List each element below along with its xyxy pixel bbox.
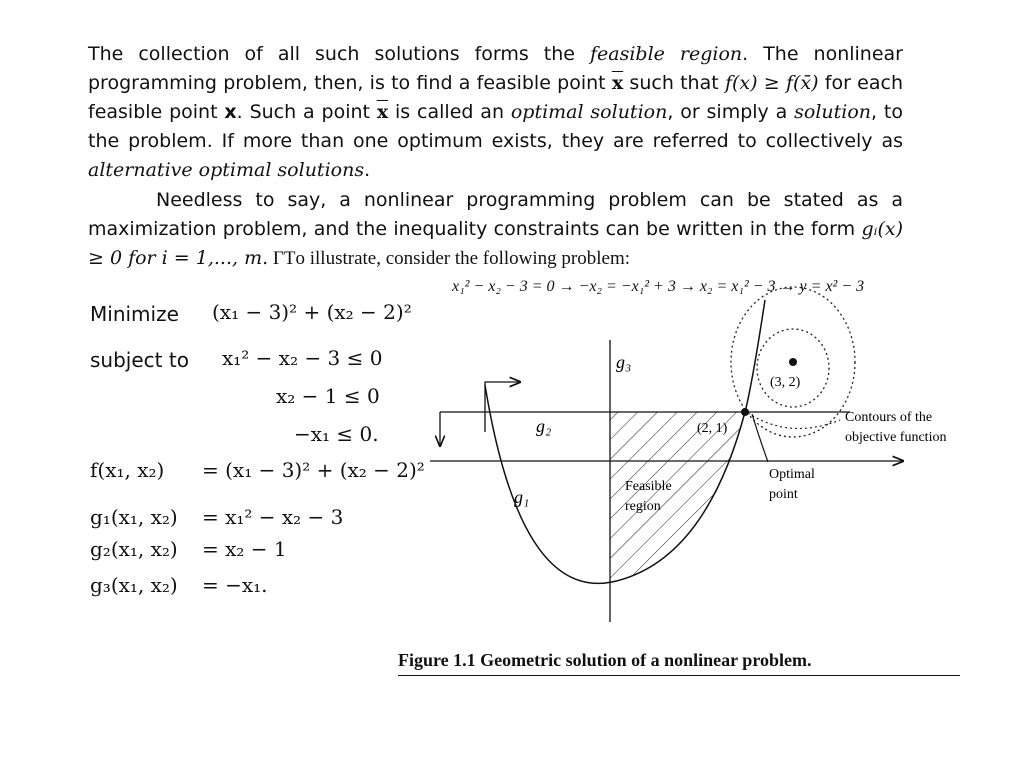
def-g2-rhs: = x₂ − 1 xyxy=(202,537,287,561)
constraint-g1: x₁² − x₂ − 3 ≤ 0 xyxy=(222,346,383,370)
def-g3-lhs: g₃(x₁, x₂) xyxy=(90,573,178,597)
feasible-region-hatch xyxy=(610,412,745,582)
def-g1-lhs: g₁(x₁, x₂) xyxy=(90,505,178,529)
objective-expression: (x₁ − 3)² + (x₂ − 2)² xyxy=(212,300,412,324)
optimal-label-1: Optimal xyxy=(769,467,815,482)
contours-label-1: Contours of the xyxy=(845,410,933,425)
optimal-pointer xyxy=(752,414,768,462)
constraint-g3: −x₁ ≤ 0. xyxy=(294,422,379,446)
def-g3-rhs: = −x₁. xyxy=(202,573,268,597)
figure-caption: Figure 1.1 Geometric solution of a nonlinear problem. xyxy=(398,650,960,676)
g1-direction-arrow xyxy=(485,382,520,432)
contours-label-2: objective function xyxy=(845,430,947,445)
center-label: (3, 2) xyxy=(770,375,801,390)
paragraph-feasible-region: The collection of all such solutions forms the feasible region. The nonlinear programming problem, then, is to find a feasible point $\overline{x}$ such that f(x) ≥ f(x̄) for each feasible point x. Such a point $\overline{x}$ is called an optimal solution, or simply a solution, to the problem. If more than one optimum exists, they are referred to collectively as alternative optimal solutions. xyxy=(88,43,904,181)
subject-to-label: subject to xyxy=(90,348,189,372)
minimize-label: Minimize xyxy=(90,302,179,326)
center-point xyxy=(789,358,797,366)
derivation-line: x₁² − x₂ − 3 = 0 → −x₂ = −x₁² + 3 → x₂ = x₁² − 3 → y = x² − 3 xyxy=(452,278,865,295)
contour-inner xyxy=(757,329,829,407)
def-f-lhs: f(x₁, x₂) xyxy=(90,458,165,482)
def-f-rhs: = (x₁ − 3)² + (x₂ − 2)² xyxy=(202,458,425,482)
optimum-label: (2, 1) xyxy=(697,421,728,436)
def-g2-lhs: g₂(x₁, x₂) xyxy=(90,537,178,561)
paragraph-maximization: Needless to say, a nonlinear programming problem can be stated as a maximization problem, and the inequality constraints can be written in the form gᵢ(x) ≥ 0 for i = 1,..., m. ГТo illustrate, consider the following problem: xyxy=(88,189,903,269)
optimal-point xyxy=(741,408,749,416)
g1-label: g₁ xyxy=(514,487,530,507)
feasible-label-1: Feasible xyxy=(625,479,672,494)
constraint-g2: x₂ − 1 ≤ 0 xyxy=(276,384,380,408)
optimal-label-2: point xyxy=(769,487,798,502)
feasible-label-2: region xyxy=(625,499,661,514)
g2-label: g₂ xyxy=(536,416,552,436)
def-g1-rhs: = x₁² − x₂ − 3 xyxy=(202,505,344,529)
g3-label: g₃ xyxy=(616,352,632,372)
